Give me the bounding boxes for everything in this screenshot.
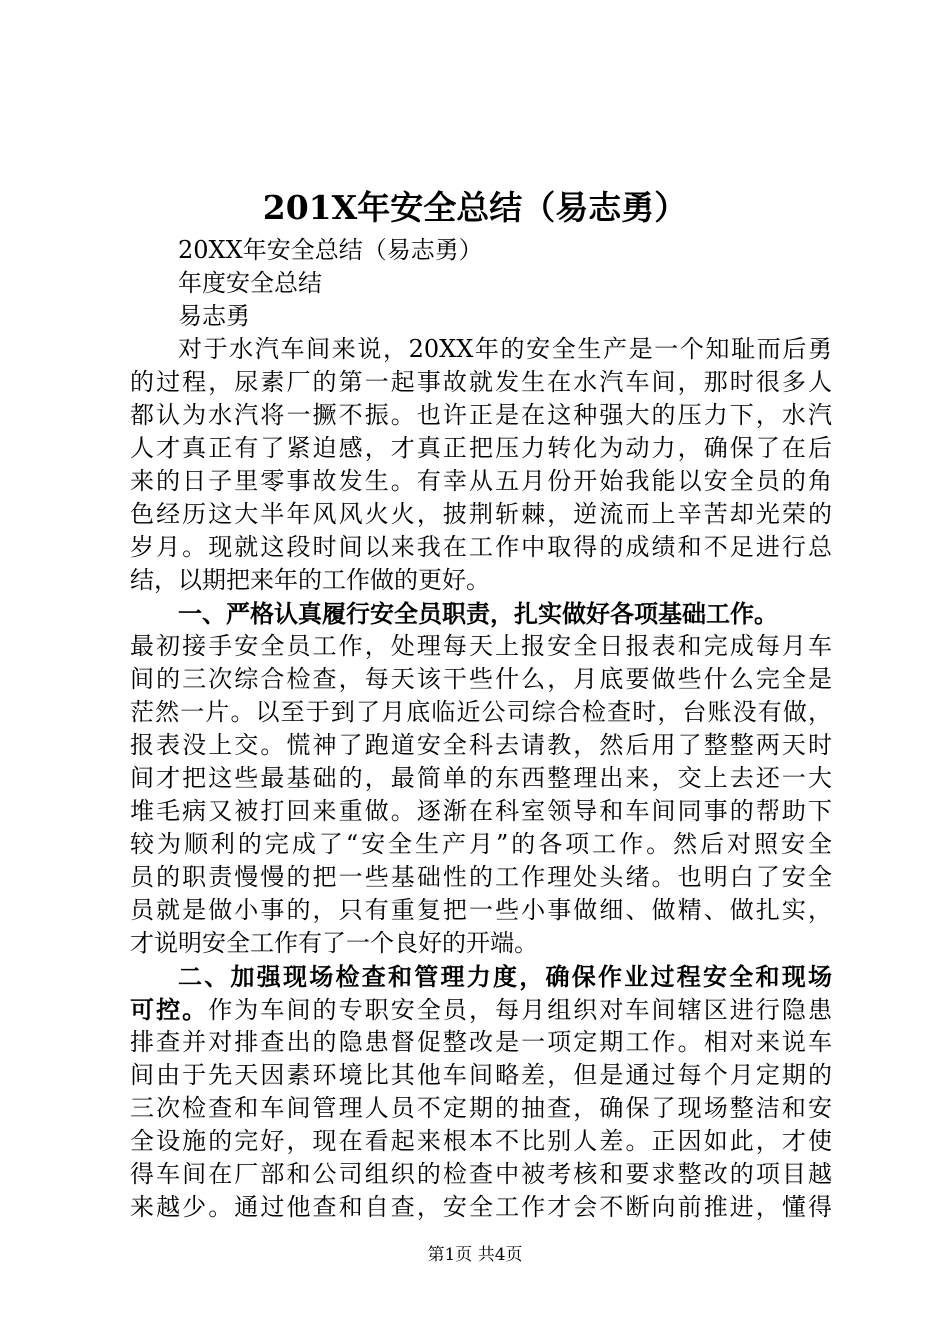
document-body [130, 234, 832, 1224]
section-heading: 一、严格认真履行安全员职责，扎实做好各项基础工作。 [178, 599, 778, 628]
paragraph-line: 都认为水汽将一撅不振。也许正是在这种强大的压力下，水汽 [130, 401, 832, 429]
paragraph-line: 员就是做小事的，只有重复把一些小事做细、做精、做扎实， [130, 896, 832, 924]
paragraph-line: 三次检查和车间管理人员不定期的抽查，确保了现场整洁和安 [130, 1094, 832, 1122]
paragraph-line: 间才把这些最基础的，最简单的东西整理出来，交上去还一大 [130, 764, 832, 792]
paragraph-line: 报表没上交。慌神了跑道安全科去请教，然后用了整整两天时 [130, 731, 832, 759]
section-heading: 二、加强现场检查和管理力度，确保作业过程安全和现场 [178, 962, 832, 991]
paragraph-line: 来越少。通过他查和自查，安全工作才会不断向前推进，懂得 [130, 1193, 832, 1221]
paragraph-line: 来的日子里零事故发生。有幸从五月份开始我能以安全员的角 [130, 467, 832, 495]
paragraph-line: 结，以期把来年的工作做的更好。 [130, 566, 490, 594]
paragraph-line: 茫然一片。以至于到了月底临近公司综合检查时，台账没有做， [130, 698, 832, 726]
paragraph-line: 排查并对排查出的隐患督促整改是一项定期工作。相对来说车 [130, 1028, 832, 1056]
paragraph-text: 作为车间的专职安全员，每月组织对车间辖区进行隐患 [208, 996, 833, 1024]
paragraph-line: 才说明安全工作有了一个良好的开端。 [130, 929, 538, 957]
paragraph-line: 人才真正有了紧迫感，才真正把压力转化为动力，确保了在后 [130, 434, 832, 462]
section-heading-tail: 可控。 [130, 995, 209, 1024]
author-line: 易志勇 [178, 302, 250, 330]
paragraph-line: 间的三次综合检查，每天该干些什么，月底要做些什么完全是 [130, 665, 832, 693]
header-line: 年度安全总结 [178, 269, 322, 297]
paragraph-line: 堆毛病又被打回来重做。逐渐在科室领导和车间同事的帮助下 [130, 797, 832, 825]
paragraph-line: 最初接手安全员工作，处理每天上报安全日报表和完成每月车 [130, 632, 832, 660]
header-line: 20XX年安全总结（易志勇） [178, 236, 483, 264]
document-title: 201X年安全总结（易志勇） [262, 188, 688, 227]
paragraph-line: 对于水汽车间来说，20XX年的安全生产是一个知耻而后勇 [178, 335, 832, 363]
paragraph-line: 较为顺利的完成了“安全生产月”的各项工作。然后对照安全 [130, 830, 832, 858]
paragraph-line: 的过程，尿素厂的第一起事故就发生在水汽车间，那时很多人 [130, 368, 832, 396]
paragraph-line: 全设施的完好，现在看起来根本不比别人差。正因如此，才使 [130, 1127, 832, 1155]
paragraph-line: 岁月。现就这段时间以来我在工作中取得的成绩和不足进行总 [130, 533, 832, 561]
paragraph-line: 色经历这大半年风风火火，披荆斩棘，逆流而上辛苦却光荣的 [130, 500, 832, 528]
paragraph-line: 间由于先天因素环境比其他车间略差，但是通过每个月定期的 [130, 1061, 832, 1089]
paragraph-line: 员的职责慢慢的把一些基础性的工作理处头绪。也明白了安全 [130, 863, 832, 891]
page-footer: 第1页 共4页 [427, 1245, 523, 1265]
paragraph-line: 得车间在厂部和公司组织的检查中被考核和要求整改的项目越 [130, 1160, 832, 1188]
section-heading-continued [130, 993, 832, 1026]
